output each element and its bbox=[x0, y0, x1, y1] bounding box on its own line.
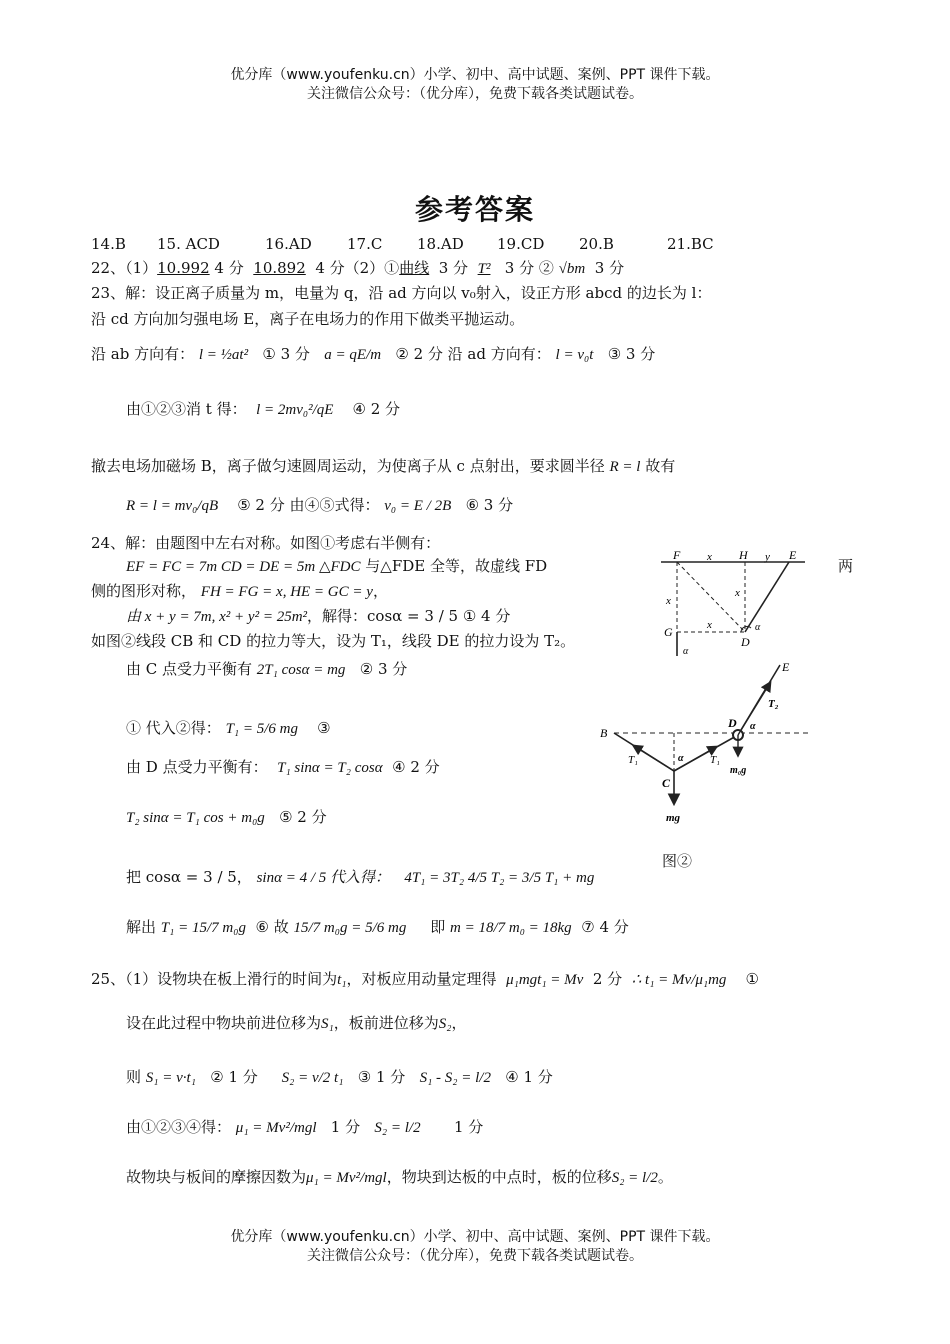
q24-text-4: ，解得：cosα = 3 / 5 ① 4 分 bbox=[307, 607, 511, 625]
q24-line-7 bbox=[126, 719, 331, 738]
q24-eq-11: T₁ = 15/7 m₀g bbox=[160, 920, 246, 936]
fig2-label-d: D bbox=[728, 716, 737, 730]
q24-line-4 bbox=[126, 607, 510, 626]
fig1-label-x3: x bbox=[735, 587, 740, 599]
q23-line-5 bbox=[91, 457, 675, 476]
choice-answers bbox=[91, 235, 714, 253]
q25-line-2 bbox=[126, 1014, 466, 1033]
fig2-label-t1-left: T₁ bbox=[628, 754, 638, 766]
q23-eq-2: a = qE/m bbox=[324, 347, 382, 363]
fig1-de-line bbox=[745, 562, 789, 632]
q23-text-6: ⑤ 2 分 由④⑤式得： bbox=[237, 496, 380, 514]
q25-eq-5b: S₂ = l/2 bbox=[611, 1170, 658, 1186]
q25-line-3 bbox=[126, 1068, 553, 1087]
q25-t1: t₁ bbox=[337, 972, 347, 988]
answer-14: 14.B bbox=[91, 235, 126, 253]
fig1-label-alpha2: α bbox=[683, 646, 689, 657]
q23-score-4: ④ 2 分 bbox=[352, 400, 401, 418]
answer-21: 21.BC bbox=[667, 235, 714, 253]
q25-eq-4a: μ₁ = Mv²/mgl bbox=[235, 1120, 317, 1136]
q23-eq-3: l = v₀t bbox=[555, 347, 594, 363]
q25-score-1: 2 分 bbox=[592, 970, 623, 988]
q23-text-2: ② 2 分 沿 ad 方向有： bbox=[395, 345, 551, 363]
answer-20: 20.B bbox=[579, 235, 614, 253]
q23-score-1: ① 3 分 bbox=[262, 345, 310, 363]
q25-eq-3a: S₁ = v·t₁ bbox=[145, 1070, 196, 1086]
fig1-label-h: H bbox=[739, 548, 748, 562]
q23-score-3: ③ 3 分 bbox=[607, 345, 656, 363]
q24-eq-10b: 4T₁ = 3T₂ 4/5 T₂ = 3/5 T₁ + mg bbox=[404, 870, 595, 886]
q24-eq-4: 由 x + y = 7m, x² + y² = 25m² bbox=[126, 609, 308, 625]
fig1-label-g: G bbox=[664, 625, 673, 639]
fig2-label-alpha-d: α bbox=[750, 721, 756, 732]
q22-value-1: 10.992 bbox=[157, 259, 210, 277]
answer-18: 18.AD bbox=[417, 235, 464, 253]
fig2-label-e: E bbox=[782, 660, 790, 674]
q25-eq-3b: S₂ = v/2 t₁ bbox=[281, 1070, 344, 1086]
q24-score-8: ④ 2 分 bbox=[392, 758, 440, 776]
answer-16: 16.AD bbox=[265, 235, 312, 253]
q23-text: 沿 ab 方向有： bbox=[91, 345, 195, 363]
q25-line-1 bbox=[91, 970, 759, 989]
q24-eq-8: T₁ sinα = T₂ cosα bbox=[277, 760, 383, 776]
fig1-label-y: y bbox=[765, 551, 770, 563]
q24-eq-10: sinα = 4 / 5 代入得： bbox=[256, 870, 391, 886]
q23-eq-1: l = ½at² bbox=[198, 347, 249, 363]
q24-text-10: 把 cosα = 3 / 5， bbox=[126, 868, 252, 886]
q24-line-8 bbox=[126, 758, 440, 777]
fig2-label-alpha-c: α bbox=[678, 753, 684, 764]
figure-1 bbox=[655, 548, 815, 658]
q24-comma: ， bbox=[372, 582, 388, 600]
q24-score-11: ⑦ 4 分 bbox=[581, 918, 629, 936]
q24-text-3: 侧的图形对称， bbox=[91, 582, 197, 600]
q25-text-4: 由①②③④得： bbox=[126, 1118, 232, 1136]
q22-prefix: 22、（1） bbox=[91, 259, 158, 277]
q25-text-3: 则 bbox=[126, 1068, 142, 1086]
q25-text-1: 25、（1）设物块在板上滑行的时间为 bbox=[91, 970, 338, 988]
q23-text-5b: 故有 bbox=[645, 457, 676, 475]
fig1-label-d: D bbox=[741, 635, 750, 649]
answer-17: 17.C bbox=[347, 235, 383, 253]
q25-eq-3c: S₁ - S₂ = l/2 bbox=[419, 1070, 491, 1086]
fig2-label-t1-right: T₁ bbox=[710, 754, 720, 766]
q24-text-11b: ⑥ 故 bbox=[255, 918, 289, 936]
q25-eq-1: μ₁mgt₁ = Mv bbox=[506, 972, 584, 988]
q23-line-2: 沿 cd 方向加匀强电场 E，离子在电场力的作用下做类平抛运动。 bbox=[91, 310, 525, 328]
q25-s2: S₂ bbox=[438, 1016, 452, 1032]
q24-eq-3: FH = FG = x, HE = GC = y bbox=[200, 584, 373, 600]
q25-score-4a: 1 分 bbox=[330, 1118, 361, 1136]
q25-score-3a: ② 1 分 bbox=[210, 1068, 258, 1086]
page-title: 参考答案 bbox=[414, 193, 535, 226]
q25-num-1: ① bbox=[745, 970, 759, 988]
answer-19: 19.CD bbox=[497, 235, 545, 253]
q22-value-5: √bm bbox=[558, 261, 586, 277]
q22-score-3: 3 分 bbox=[438, 259, 469, 277]
q24-line-5: 如图②线段 CB 和 CD 的拉力等大，设为 T₁，线段 DE 的拉力设为 T₂。 bbox=[91, 632, 576, 650]
q24-eq-11c: m = 18/7 m₀ = 18kg bbox=[449, 920, 572, 936]
fig1-label-alpha1: α bbox=[755, 622, 761, 633]
q24-text-11c: 即 bbox=[430, 918, 446, 936]
q22-score-4: 3 分 ② bbox=[504, 259, 554, 277]
q22-score-1: 4 分 bbox=[214, 259, 244, 277]
q23-text-4: 由①②③消 t 得： bbox=[126, 400, 247, 418]
q23-line-3 bbox=[91, 345, 655, 364]
fig1-label-x2: x bbox=[666, 595, 671, 607]
q24-text-6: 由 C 点受力平衡有 bbox=[126, 660, 253, 678]
q23-eq-4: l = 2mv₀²/qE bbox=[256, 402, 334, 418]
q23-eq-5: R = l bbox=[609, 459, 641, 475]
q22-value-2: 10.892 bbox=[253, 259, 306, 277]
q24-line-3 bbox=[91, 582, 388, 601]
q24-line-10 bbox=[126, 868, 594, 887]
q24-line-1: 24、解：由题图中左右对称。如图①考虑右半侧有： bbox=[91, 534, 441, 552]
q24-eq-6: 2T₁ cosα = mg bbox=[256, 662, 346, 678]
q24-line-6 bbox=[126, 660, 407, 679]
q24-text-7: ① 代入②得： bbox=[126, 719, 221, 737]
header-line-2: 关注微信公众号：（优分库），免费下载各类试题试卷。 bbox=[307, 86, 643, 102]
q23-eq-7: v₀ = E / 2B bbox=[384, 498, 452, 514]
q23-eq-6: R = l = mv₀/qB bbox=[126, 498, 219, 514]
footer-line-2: 关注微信公众号：（优分库），免费下载各类试题试卷。 bbox=[307, 1248, 643, 1264]
q25-text-2: 设在此过程中物块前进位移为 bbox=[126, 1014, 322, 1032]
header-line-1: 优分库（www.youfenku.cn）小学、初中、高中试题、案例、PPT 课件下载。 bbox=[230, 67, 720, 83]
q25-eq-1b: ∴ t₁ = Mv/μ₁mg bbox=[631, 972, 727, 988]
q25-period: 。 bbox=[657, 1168, 673, 1186]
fig2-label-b: B bbox=[600, 726, 608, 740]
q24-score-9: ⑤ 2 分 bbox=[279, 808, 327, 826]
q24-eq-11b: 15/7 m₀g = 5/6 mg bbox=[293, 920, 407, 936]
fig2-caption: 图② bbox=[662, 852, 693, 870]
footer-line-1: 优分库（www.youfenku.cn）小学、初中、高中试题、案例、PPT 课件下载。 bbox=[230, 1229, 720, 1245]
q25-score-3b: ③ 1 分 bbox=[357, 1068, 406, 1086]
q24-line-2 bbox=[126, 557, 547, 576]
q25-s1: S₁ bbox=[321, 1016, 334, 1032]
q25-text-2c: ， bbox=[451, 1014, 467, 1032]
q24-eq-2: EF = FC = 7m CD = DE = 5m △FDC bbox=[126, 559, 361, 575]
fig2-t1-left-arrow bbox=[634, 746, 674, 771]
q25-text-1b: ，对板应用动量定理得 bbox=[346, 970, 497, 988]
fig2-label-mg: mg bbox=[666, 812, 681, 824]
q24-text-2: 与△FDE 全等，故虚线 FD bbox=[365, 557, 548, 575]
q25-line-5 bbox=[126, 1168, 673, 1187]
fig2-label-c: C bbox=[662, 776, 671, 790]
q25-score-3c: ④ 1 分 bbox=[505, 1068, 553, 1086]
q25-eq-4b: S₂ = l/2 bbox=[374, 1120, 421, 1136]
q22-score-5: 3 分 bbox=[594, 259, 625, 277]
q24-text-8: 由 D 点受力平衡有： bbox=[126, 758, 268, 776]
q24-text-11: 解出 bbox=[126, 918, 157, 936]
q23-line-4 bbox=[126, 400, 400, 419]
fig2-label-m0g: m₀g bbox=[730, 765, 747, 776]
fig1-label-x4: x bbox=[707, 619, 712, 631]
q23-line-1: 23、解：设正离子质量为 m，电量为 q，沿 ad 方向以 v₀射入，设正方形 abcd 的边长为 l： bbox=[91, 284, 712, 302]
fig2-label-t2: T₂ bbox=[768, 698, 779, 710]
q22-line bbox=[91, 259, 624, 278]
q25-eq-5a: μ₁ = Mv²/mgl bbox=[306, 1170, 387, 1186]
q22-value-4: T² bbox=[477, 261, 491, 277]
q24-num-7: ③ bbox=[317, 719, 331, 737]
figure-2 bbox=[592, 655, 812, 830]
q25-line-4 bbox=[126, 1118, 483, 1137]
q25-score-4b: 1 分 bbox=[453, 1118, 484, 1136]
q24-line-11 bbox=[126, 918, 629, 937]
fig1-label-f: F bbox=[673, 548, 681, 562]
q24-line-2-end: 两 bbox=[838, 557, 854, 575]
q23-score-6: ⑥ 3 分 bbox=[465, 496, 514, 514]
q22-score-2: 4 分（2）① bbox=[315, 259, 400, 277]
q24-eq-9: T₂ sinα = T₁ cos + m₀g bbox=[126, 810, 265, 826]
q23-line-6 bbox=[126, 496, 513, 515]
q25-text-5b: ，物块到达板的中点时，板的位移 bbox=[386, 1168, 612, 1186]
q24-score-6: ② 3 分 bbox=[359, 660, 408, 678]
fig1-label-x1: x bbox=[707, 551, 712, 563]
q25-text-2b: ，板前进位移为 bbox=[333, 1014, 439, 1032]
q23-text-5: 撤去电场加磁场 B，离子做匀速圆周运动，为使离子从 c 点射出，要求圆半径 bbox=[91, 457, 605, 475]
q25-text-5: 故物块与板间的摩擦因数为 bbox=[126, 1168, 307, 1186]
q24-eq-7: T₁ = 5/6 mg bbox=[225, 721, 298, 737]
q24-line-9 bbox=[126, 808, 327, 827]
q22-value-3: 曲线 bbox=[399, 259, 430, 277]
fig1-label-e: E bbox=[789, 548, 797, 562]
answer-15: 15. ACD bbox=[157, 235, 220, 253]
